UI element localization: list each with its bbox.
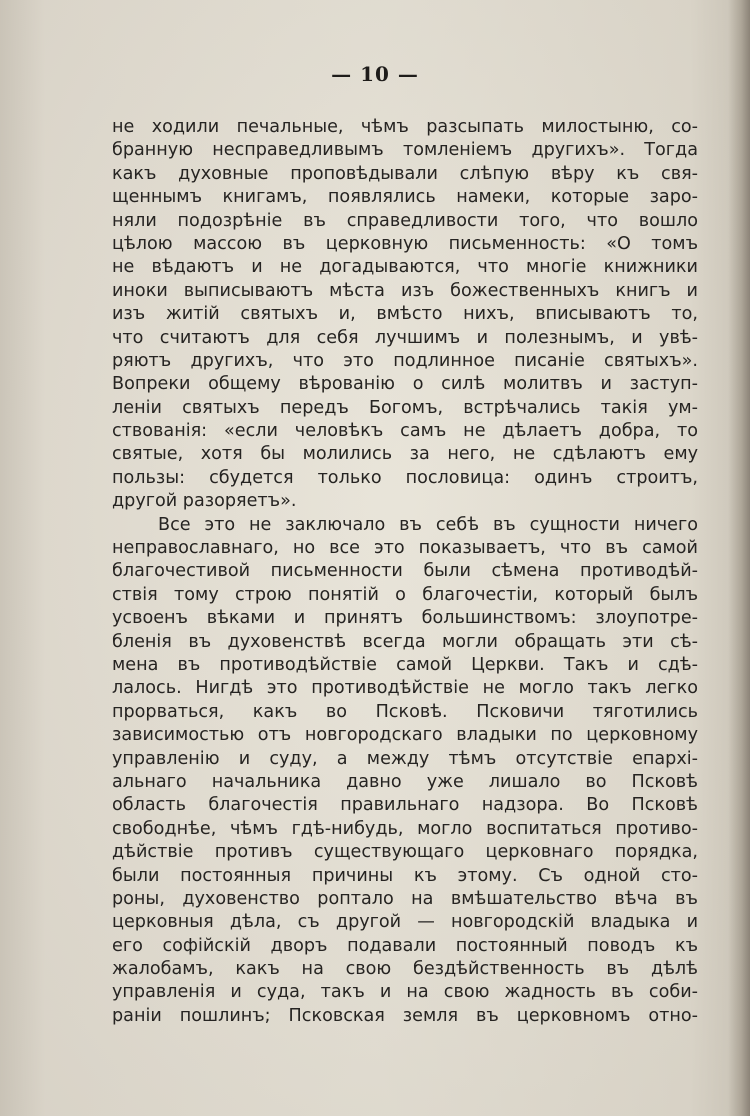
text-line: изъ житій святыхъ и, вмѣсто нихъ, вписываютъ то, — [112, 304, 698, 325]
text-line: зависимостью отъ новгородскаго владыки по церковному — [112, 725, 698, 746]
text-line: иноки выписываютъ мѣста изъ божественныхъ книгъ и — [112, 280, 698, 301]
text-line: святые, хотя бы молились за него, не сдѣлаютъ ему — [112, 444, 698, 465]
page-number: — 10 — — [331, 62, 419, 86]
text-line: ряютъ другихъ, что это подлинное писаніе святыхъ». — [112, 350, 698, 371]
text-line: ствованія: «если человѣкъ самъ не дѣлаетъ добра, то — [112, 421, 698, 442]
text-line: усвоенъ вѣками и принятъ большинствомъ: злоупотре- — [112, 608, 698, 629]
text-line-paragraph-start: Все это не заключало въ себѣ въ сущности ничего — [158, 514, 698, 535]
text-line: благочестивой письменности были сѣмена противодѣй- — [112, 561, 698, 582]
text-line: были постоянныя причины къ этому. Съ одной сто- — [112, 865, 698, 886]
text-line: раніи пошлинъ; Псковская земля въ церковномъ отно- — [112, 1005, 698, 1026]
text-line: ствія тому строю понятій о благочестіи, который былъ — [112, 584, 698, 605]
text-line: жалобамъ, какъ на свою бездѣйственность въ дѣлѣ — [112, 959, 698, 980]
text-line: не вѣдаютъ и не догадываются, что многіе книжники — [112, 257, 698, 278]
text-line: цѣлою массою въ церковную письменность: «О томъ — [112, 233, 698, 254]
text-line: управленію и суду, а между тѣмъ отсутствіе епархі- — [112, 748, 698, 769]
text-line: не ходили печальные, чѣмъ разсыпать милостыню, со- — [112, 117, 698, 137]
text-line: щеннымъ книгамъ, появлялись намеки, которые заро- — [112, 187, 698, 208]
text-line: область благочестія правильнаго надзора. Во Псковѣ — [112, 795, 698, 816]
text-line-paragraph-end: другой разоряетъ». — [112, 491, 297, 512]
text-line: неправославнаго, но все это показываетъ, что въ самой — [112, 538, 698, 559]
text-line: лалось. Нигдѣ это противодѣйствіе не могло такъ легко — [112, 678, 698, 699]
text-line: пользы: сбудется только пословица: одинъ строитъ, — [112, 467, 698, 488]
text-line: церковныя дѣла, съ другой — новгородскій владыка и — [112, 912, 698, 933]
text-line: Вопреки общему вѣрованію о силѣ молитвъ и заступ- — [112, 374, 698, 395]
text-line: управленія и суда, такъ и на свою жадность въ соби- — [112, 982, 698, 1003]
text-line: свободнѣе, чѣмъ гдѣ-нибудь, могло воспитаться противо- — [112, 818, 698, 839]
text-line: какъ духовные проповѣдывали слѣпую вѣру къ свя- — [112, 163, 698, 184]
text-line: прорваться, какъ во Псковѣ. Псковичи тяготились — [112, 701, 698, 722]
text-line: леніи святыхъ передъ Богомъ, встрѣчались такія ум- — [112, 397, 698, 418]
page-edge-shadow — [728, 0, 750, 1116]
text-line: роны, духовенство роптало на вмѣшательство вѣча въ — [112, 888, 698, 909]
text-line: бранную несправедливымъ томленіемъ другихъ». Тогда — [112, 140, 698, 161]
text-line: его софійскій дворъ подавали постоянный поводъ къ — [112, 935, 698, 956]
text-line: дѣйствіе противъ существующаго церковнаго порядка, — [112, 842, 698, 863]
text-line: что считаютъ для себя лучшимъ и полезнымъ, и увѣ- — [112, 327, 698, 348]
text-line: бленія въ духовенствѣ всегда могли обращать эти сѣ- — [112, 631, 698, 652]
text-line: альнаго начальника давно уже лишало во Псковѣ — [112, 771, 698, 792]
text-line: няли подозрѣніе въ справедливости того, что вошло — [112, 210, 698, 231]
body-text — [112, 116, 698, 1028]
text-line: мена въ противодѣйствіе самой Церкви. Такъ и сдѣ- — [112, 654, 698, 675]
